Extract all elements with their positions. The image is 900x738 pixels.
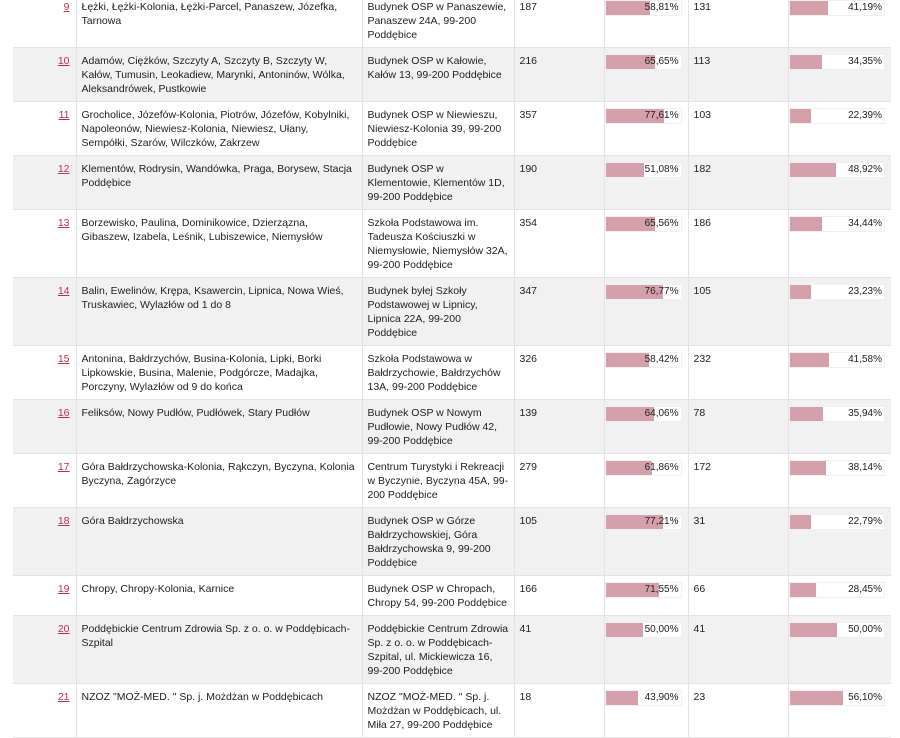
percent-1-label: 64,06% xyxy=(644,408,679,419)
percent-2-cell xyxy=(788,210,891,278)
district-number-link[interactable]: 14 xyxy=(57,285,70,297)
percent-1-cell xyxy=(604,508,688,576)
votes-2-cell xyxy=(688,48,788,102)
percent-2-bar xyxy=(789,108,886,124)
percent-1-bar xyxy=(605,582,682,598)
votes-1-cell xyxy=(514,210,604,278)
district-area-cell xyxy=(76,278,362,346)
district-area: Balin, Ewelinów, Krępa, Ksawercin, Lipnica, Nowa Wieś, Truskawiec, Wylazłów od 1 do 8 xyxy=(81,285,344,311)
district-area-cell xyxy=(76,684,362,738)
percent-2-bar xyxy=(789,162,886,178)
district-area: Góra Bałdrzychowska xyxy=(81,515,184,527)
votes-1-cell xyxy=(514,0,604,48)
district-number-cell xyxy=(13,156,76,210)
percent-1-bar xyxy=(605,406,682,422)
votes-2-cell xyxy=(688,346,788,400)
percent-2-fill xyxy=(790,163,836,177)
percent-2-label: 22,39% xyxy=(848,110,882,121)
percent-1-cell xyxy=(604,576,688,616)
percent-2-cell xyxy=(788,48,891,102)
percent-2-cell xyxy=(788,346,891,400)
district-area-cell xyxy=(76,346,362,400)
percent-2-cell xyxy=(788,616,891,684)
votes-1-cell xyxy=(514,48,604,102)
district-area: Łężki, Łężki-Kolonia, Łężki-Parcel, Panaszew, Józefka, Tarnowa xyxy=(81,1,338,27)
percent-2-fill xyxy=(790,217,823,231)
district-number-link[interactable]: 12 xyxy=(57,163,70,175)
district-area-cell xyxy=(76,400,362,454)
table-row xyxy=(13,400,891,454)
percent-2-cell xyxy=(788,278,891,346)
district-area: Poddębickie Centrum Zdrowia Sp. z o. o. w Poddębicach-Szpital xyxy=(81,623,350,649)
percent-2-label: 48,92% xyxy=(848,164,882,175)
percent-1-label: 58,81% xyxy=(644,2,679,13)
percent-2-bar xyxy=(789,690,886,706)
votes-1: 187 xyxy=(519,1,538,13)
district-area: Feliksów, Nowy Pudłów, Pudłówek, Stary Pudłów xyxy=(81,407,310,419)
percent-1-bar xyxy=(605,460,682,476)
district-area-cell xyxy=(76,102,362,156)
district-area: Góra Bałdrzychowska-Kolonia, Rąkczyn, Byczyna, Kolonia Byczyna, Zagórzyce xyxy=(81,461,355,487)
votes-1-cell xyxy=(514,400,604,454)
percent-2-bar xyxy=(789,514,886,530)
percent-1-bar xyxy=(605,162,682,178)
polling-station-address: Budynek OSP w Klementowie, Klementów 1D, 99-200 Poddębice xyxy=(367,163,505,203)
votes-1: 216 xyxy=(519,55,538,67)
percent-2-bar xyxy=(789,284,886,300)
votes-2: 182 xyxy=(693,163,712,175)
votes-2-cell xyxy=(688,684,788,738)
district-number-link[interactable]: 19 xyxy=(57,583,70,595)
votes-1: 139 xyxy=(519,407,538,419)
percent-2-cell xyxy=(788,102,891,156)
district-area-cell xyxy=(76,454,362,508)
votes-2-cell xyxy=(688,400,788,454)
results-table-body xyxy=(13,0,891,738)
percent-2-cell xyxy=(788,0,891,48)
table-row xyxy=(13,48,891,102)
polling-station-cell xyxy=(362,454,514,508)
percent-1-label: 71,55% xyxy=(644,584,679,595)
percent-1-label: 76,77% xyxy=(644,286,679,297)
percent-2-bar xyxy=(789,622,886,638)
votes-2-cell xyxy=(688,102,788,156)
district-number-link[interactable]: 18 xyxy=(57,515,70,527)
table-row xyxy=(13,210,891,278)
polling-station-address: Budynek OSP w Panaszewie, Panaszew 24A, 99-200 Poddębice xyxy=(367,1,507,41)
percent-1-cell xyxy=(604,346,688,400)
district-number-cell xyxy=(13,684,76,738)
votes-1: 354 xyxy=(519,217,538,229)
percent-1-bar xyxy=(605,54,682,70)
percent-2-label: 34,35% xyxy=(848,56,882,67)
votes-2: 41 xyxy=(693,623,706,635)
percent-2-cell xyxy=(788,576,891,616)
votes-1: 41 xyxy=(519,623,532,635)
district-number-link[interactable]: 21 xyxy=(57,691,70,703)
votes-2: 105 xyxy=(693,285,712,297)
percent-2-fill xyxy=(790,285,812,299)
votes-2: 172 xyxy=(693,461,712,473)
polling-station-address: Budynek OSP w Nowym Pudłowie, Nowy Pudłów 42, 99-200 Poddębice xyxy=(367,407,498,447)
votes-2-cell xyxy=(688,454,788,508)
district-number-cell xyxy=(13,210,76,278)
district-number-cell xyxy=(13,278,76,346)
votes-1: 347 xyxy=(519,285,538,297)
percent-2-label: 50,00% xyxy=(848,624,882,635)
percent-1-bar xyxy=(605,352,682,368)
votes-2: 131 xyxy=(693,1,712,13)
table-row xyxy=(13,102,891,156)
polling-station-address: Budynek byłej Szkoły Podstawowej w Lipnicy, Lipnica 22A, 99-200 Poddębice xyxy=(367,285,478,339)
district-area: NZOZ "MOŻ-MED. " Sp. j. Możdżan w Poddębicach xyxy=(81,691,323,703)
percent-1-fill xyxy=(606,623,644,637)
percent-1-bar xyxy=(605,0,682,16)
votes-2: 113 xyxy=(693,55,711,67)
district-number-cell xyxy=(13,48,76,102)
votes-1-cell xyxy=(514,346,604,400)
percent-2-fill xyxy=(790,55,822,69)
polling-station-cell xyxy=(362,684,514,738)
percent-2-bar xyxy=(789,54,886,70)
percent-1-label: 50,00% xyxy=(644,624,679,635)
percent-2-bar xyxy=(789,352,886,368)
district-number-link[interactable]: 13 xyxy=(57,217,70,229)
percent-2-fill xyxy=(790,691,843,705)
polling-station-cell xyxy=(362,102,514,156)
district-area: Borzewisko, Paulina, Dominikowice, Dzierzązna, Gibaszew, Izabela, Leśnik, Lubiszewice, Niemysłów xyxy=(81,217,323,243)
district-number-cell xyxy=(13,508,76,576)
votes-1-cell xyxy=(514,616,604,684)
votes-2: 186 xyxy=(693,217,712,229)
percent-2-bar xyxy=(789,460,886,476)
polling-station-address: Budynek OSP w Chropach, Chropy 54, 99-200 Poddębice xyxy=(367,583,508,609)
votes-1: 279 xyxy=(519,461,538,473)
percent-2-fill xyxy=(790,515,812,529)
district-number-link[interactable]: 20 xyxy=(57,623,70,635)
percent-2-label: 38,14% xyxy=(848,462,882,473)
percent-2-bar xyxy=(789,582,886,598)
votes-1-cell xyxy=(514,102,604,156)
votes-1-cell xyxy=(514,278,604,346)
table-row xyxy=(13,508,891,576)
percent-1-fill xyxy=(606,691,639,705)
votes-1-cell xyxy=(514,576,604,616)
district-number-cell xyxy=(13,346,76,400)
votes-2-cell xyxy=(688,616,788,684)
percent-2-fill xyxy=(790,353,829,367)
votes-1: 190 xyxy=(519,163,538,175)
percent-2-cell xyxy=(788,400,891,454)
percent-2-label: 28,45% xyxy=(848,584,882,595)
percent-2-label: 41,58% xyxy=(848,354,882,365)
district-number-cell xyxy=(13,400,76,454)
percent-1-bar xyxy=(605,216,682,232)
percent-1-label: 65,56% xyxy=(644,218,679,229)
percent-1-cell xyxy=(604,616,688,684)
polling-station-cell xyxy=(362,508,514,576)
votes-2: 66 xyxy=(693,583,706,595)
polling-station-cell xyxy=(362,0,514,48)
polling-station-address: Szkoła Podstawowa w Bałdrzychowie, Bałdrzychów 13A, 99-200 Poddębice xyxy=(367,353,501,393)
percent-1-label: 43,90% xyxy=(644,692,679,703)
percent-2-fill xyxy=(790,583,817,597)
district-number-cell xyxy=(13,576,76,616)
table-row xyxy=(13,0,891,48)
district-area-cell xyxy=(76,156,362,210)
polling-station-cell xyxy=(362,48,514,102)
votes-1-cell xyxy=(514,156,604,210)
percent-2-fill xyxy=(790,109,811,123)
percent-1-label: 61,86% xyxy=(644,462,679,473)
polling-station-address: Budynek OSP w Niewieszu, Niewiesz-Kolonia 39, 99-200 Poddębice xyxy=(367,109,502,149)
votes-1-cell xyxy=(514,684,604,738)
polling-station-cell xyxy=(362,616,514,684)
results-table-wrapper xyxy=(13,0,891,738)
percent-2-fill xyxy=(790,461,826,475)
percent-1-label: 58,42% xyxy=(644,354,679,365)
district-number-link[interactable]: 9 xyxy=(63,1,70,13)
district-area-cell xyxy=(76,48,362,102)
votes-1-cell xyxy=(514,454,604,508)
percent-2-bar xyxy=(789,0,886,16)
polling-station-address: Budynek OSP w Kałowie, Kałów 13, 99-200 Poddębice xyxy=(367,55,502,81)
district-number-link[interactable]: 17 xyxy=(57,461,70,473)
polling-station-address: Poddębickie Centrum Zdrowia Sp. z o. o. w Poddębicach-Szpital, ul. Mickiewicza 16, 99-200 Poddębice xyxy=(367,623,509,677)
percent-1-cell xyxy=(604,0,688,48)
polling-station-cell xyxy=(362,156,514,210)
percent-1-bar xyxy=(605,690,682,706)
percent-2-bar xyxy=(789,216,886,232)
percent-1-cell xyxy=(604,400,688,454)
district-number-cell xyxy=(13,0,76,48)
percent-1-bar xyxy=(605,108,682,124)
percent-1-label: 77,21% xyxy=(644,516,679,527)
percent-1-fill xyxy=(606,1,650,15)
district-number-cell xyxy=(13,616,76,684)
votes-2-cell xyxy=(688,508,788,576)
percent-1-fill xyxy=(606,353,650,367)
table-row xyxy=(13,616,891,684)
votes-2-cell xyxy=(688,278,788,346)
district-number-link[interactable]: 15 xyxy=(57,353,70,365)
polling-station-cell xyxy=(362,400,514,454)
district-area: Klementów, Rodrysin, Wandówka, Praga, Borysew, Stacja Poddębice xyxy=(81,163,352,189)
polling-station-address: Centrum Turystyki i Rekreacji w Byczynie, Byczyna 45A, 99-200 Poddębice xyxy=(367,461,509,501)
table-row xyxy=(13,576,891,616)
polling-station-address: Szkoła Podstawowa im. Tadeusza Kościuszki w Niemysłowie, Niemysłów 32A, 99-200 Poddębice xyxy=(367,217,508,271)
table-row xyxy=(13,346,891,400)
percent-1-label: 51,08% xyxy=(644,164,679,175)
district-area-cell xyxy=(76,210,362,278)
polling-station-cell xyxy=(362,210,514,278)
table-row xyxy=(13,454,891,508)
votes-1: 357 xyxy=(519,109,538,121)
district-area: Adamów, Ciężków, Szczyty A, Szczyty B, Szczyty W, Kałów, Tumusin, Leokadiew, Marynki, Antoninów, Wólka, Aleksandrówek, Pustkowie xyxy=(81,55,345,95)
polling-station-address: Budynek OSP w Górze Bałdrzychowskiej, Góra Bałdrzychowska 9, 99-200 Poddębice xyxy=(367,515,491,569)
percent-2-label: 56,10% xyxy=(848,692,882,703)
votes-2: 23 xyxy=(693,691,706,703)
results-table xyxy=(13,0,891,738)
percent-2-cell xyxy=(788,684,891,738)
percent-1-label: 77,61% xyxy=(644,110,679,121)
polling-station-cell xyxy=(362,278,514,346)
district-area: Grocholice, Józefów-Kolonia, Piotrów, Józefów, Kobylniki, Napoleonów, Niewiesz-Kolonia, Niewiesz, Ułany, Sempółki, Szarów, Wilczków, Zakrzew xyxy=(81,109,350,149)
percent-2-bar xyxy=(789,406,886,422)
votes-2-cell xyxy=(688,156,788,210)
votes-2: 78 xyxy=(693,407,706,419)
percent-2-label: 41,19% xyxy=(848,2,882,13)
percent-2-fill xyxy=(790,623,837,637)
votes-2: 103 xyxy=(693,109,712,121)
district-number-link[interactable]: 16 xyxy=(57,407,70,419)
votes-1: 105 xyxy=(519,515,538,527)
percent-1-cell xyxy=(604,210,688,278)
district-area-cell xyxy=(76,616,362,684)
percent-1-label: 65,65% xyxy=(644,56,679,67)
district-area-cell xyxy=(76,576,362,616)
votes-1-cell xyxy=(514,508,604,576)
percent-2-fill xyxy=(790,407,824,421)
percent-1-cell xyxy=(604,48,688,102)
percent-2-cell xyxy=(788,508,891,576)
percent-1-bar xyxy=(605,514,682,530)
table-row xyxy=(13,156,891,210)
percent-1-bar xyxy=(605,622,682,638)
votes-1: 18 xyxy=(519,691,532,703)
votes-2: 31 xyxy=(693,515,706,527)
percent-1-cell xyxy=(604,454,688,508)
percent-2-cell xyxy=(788,454,891,508)
percent-1-cell xyxy=(604,156,688,210)
votes-1: 166 xyxy=(519,583,538,595)
district-area: Antonina, Bałdrzychów, Busina-Kolonia, Lipki, Borki Lipkowskie, Busina, Malenie, Podgórcze, Madajka, Porczyny, Wylazłów od 9 do końca xyxy=(81,353,322,393)
district-area-cell xyxy=(76,0,362,48)
table-row xyxy=(13,684,891,738)
district-number-link[interactable]: 11 xyxy=(58,109,70,121)
votes-2-cell xyxy=(688,576,788,616)
district-number-cell xyxy=(13,454,76,508)
percent-2-label: 22,79% xyxy=(848,516,882,527)
district-number-link[interactable]: 10 xyxy=(57,55,70,67)
percent-2-label: 34,44% xyxy=(848,218,882,229)
votes-1: 326 xyxy=(519,353,538,365)
percent-1-cell xyxy=(604,278,688,346)
district-number-cell xyxy=(13,102,76,156)
district-area-cell xyxy=(76,508,362,576)
polling-station-address: NZOZ "MOŻ-MED. " Sp. j. Możdżan w Poddębicach, ul. Miła 27, 99-200 Poddębice xyxy=(367,691,502,731)
district-area: Chropy, Chropy-Kolonia, Karnice xyxy=(81,583,235,595)
percent-2-fill xyxy=(790,1,829,15)
percent-1-cell xyxy=(604,102,688,156)
percent-2-label: 23,23% xyxy=(848,286,882,297)
votes-2-cell xyxy=(688,210,788,278)
percent-1-fill xyxy=(606,163,644,177)
percent-1-cell xyxy=(604,684,688,738)
votes-2: 232 xyxy=(693,353,712,365)
polling-station-cell xyxy=(362,576,514,616)
percent-1-bar xyxy=(605,284,682,300)
table-row xyxy=(13,278,891,346)
percent-2-label: 35,94% xyxy=(848,408,882,419)
votes-2-cell xyxy=(688,0,788,48)
polling-station-cell xyxy=(362,346,514,400)
percent-2-cell xyxy=(788,156,891,210)
